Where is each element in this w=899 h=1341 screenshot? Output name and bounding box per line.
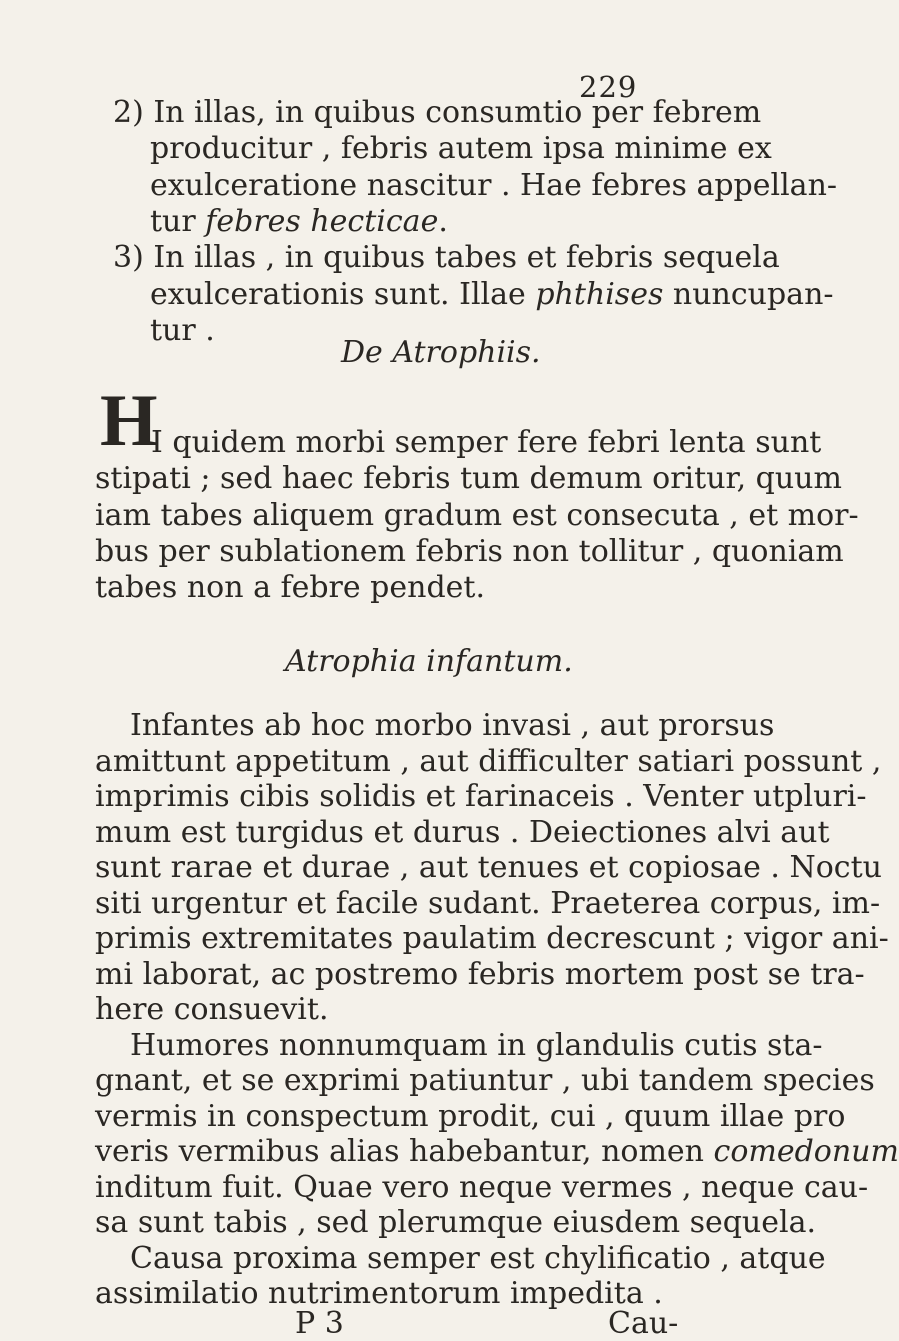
paragraph1-line-7: primis extremitates paulatim decrescunt ; vigor ani- (95, 921, 889, 956)
list-item-2-line-1: 2) In illas, in quibus consumtio per febrem (113, 95, 762, 130)
list-item-2-line-2: producitur , febris autem ipsa minime ex (150, 131, 772, 167)
comedonum-term: comedonum (713, 1134, 899, 1169)
paragraph2-line-1: Humores nonnumquam in glandulis cutis sta- (130, 1027, 823, 1063)
section-heading-de-atrophiis: De Atrophiis. (341, 335, 541, 370)
list-item-3-line-2-suffix: nuncupan- (663, 276, 834, 312)
list-item-3-line-2-prefix: exulcerationis sunt. Illae (150, 276, 536, 312)
phthises-term: phthises (535, 276, 664, 312)
list-item-3-line-3: tur . (150, 312, 215, 348)
paragraph2-line-3: vermis in conspectum prodit, cui , quum illae pro (95, 1098, 846, 1134)
paragraph1-line-2: amittunt appetitum , aut difficulter satiari possunt , (95, 743, 882, 779)
paragraph2-line-4-prefix: veris vermibus alias habebantur, nomen (95, 1134, 714, 1169)
section1-line-4: bus per sublationem febris non tollitur , quoniam (95, 533, 844, 569)
paragraph3-line-1: Causa proxima semper est chylificatio , atque (130, 1240, 826, 1276)
paragraph1-line-6: siti urgentur et facile sudant. Praeterea corpus, im- (95, 885, 881, 921)
paragraph1-line-9: here consuevit. (95, 992, 329, 1027)
page-number: 229 (579, 70, 638, 104)
paragraph1-line-4: mum est turgidus et durus . Deiectiones alvi aut (95, 814, 830, 850)
section-heading-atrophia-infantum: Atrophia infantum. (285, 644, 573, 679)
drop-cap: H (100, 380, 158, 462)
list-item-3-line-1: 3) In illas , in quibus tabes et febris sequela (113, 240, 780, 276)
paragraph3-line-2: assimilatio nutrimentorum impedita . (95, 1276, 663, 1311)
catchword: Cau- (608, 1305, 679, 1341)
signature-mark: P 3 (295, 1305, 344, 1341)
paragraph2-line-2: gnant, et se exprimi patiuntur , ubi tandem species (95, 1063, 875, 1098)
paragraph2-line-6: sa sunt tabis , sed plerumque eiusdem sequela. (95, 1205, 817, 1240)
list-item-2-line-3: exulceratione nascitur . Hae febres appellan- (150, 167, 838, 203)
paragraph1-line-3: imprimis cibis solidis et farinaceis . Venter utpluri- (95, 779, 867, 814)
section1-line-5: tabes non a febre pendet. (95, 570, 486, 606)
list-item-2-line-4-prefix: tur (150, 203, 206, 239)
list-item-3-line-2 (150, 276, 834, 312)
list-item-2-line-4 (150, 203, 448, 239)
paragraph2-line-5: inditum fuit. Quae vero neque vermes , neque cau- (95, 1169, 869, 1205)
list-item-2-line-4-suffix: . (438, 203, 448, 239)
paragraph1-line-8: mi laborat, ac postremo febris mortem post se tra- (95, 956, 865, 992)
section1-line-1: I quidem morbi semper fere febri lenta sunt (151, 425, 822, 460)
section1-line-2: stipati ; sed haec febris tum demum oritur, quum (95, 461, 842, 497)
paragraph2-line-4 (95, 1134, 899, 1169)
section1-line-3: iam tabes aliquem gradum est consecuta , et mor- (95, 497, 859, 533)
paragraph1-line-1: Infantes ab hoc morbo invasi , aut prorsus (130, 708, 775, 743)
paragraph1-line-5: sunt rarae et durae , aut tenues et copiosae . Noctu (95, 850, 882, 885)
febres-hecticae-term: febres hecticae (205, 203, 439, 239)
